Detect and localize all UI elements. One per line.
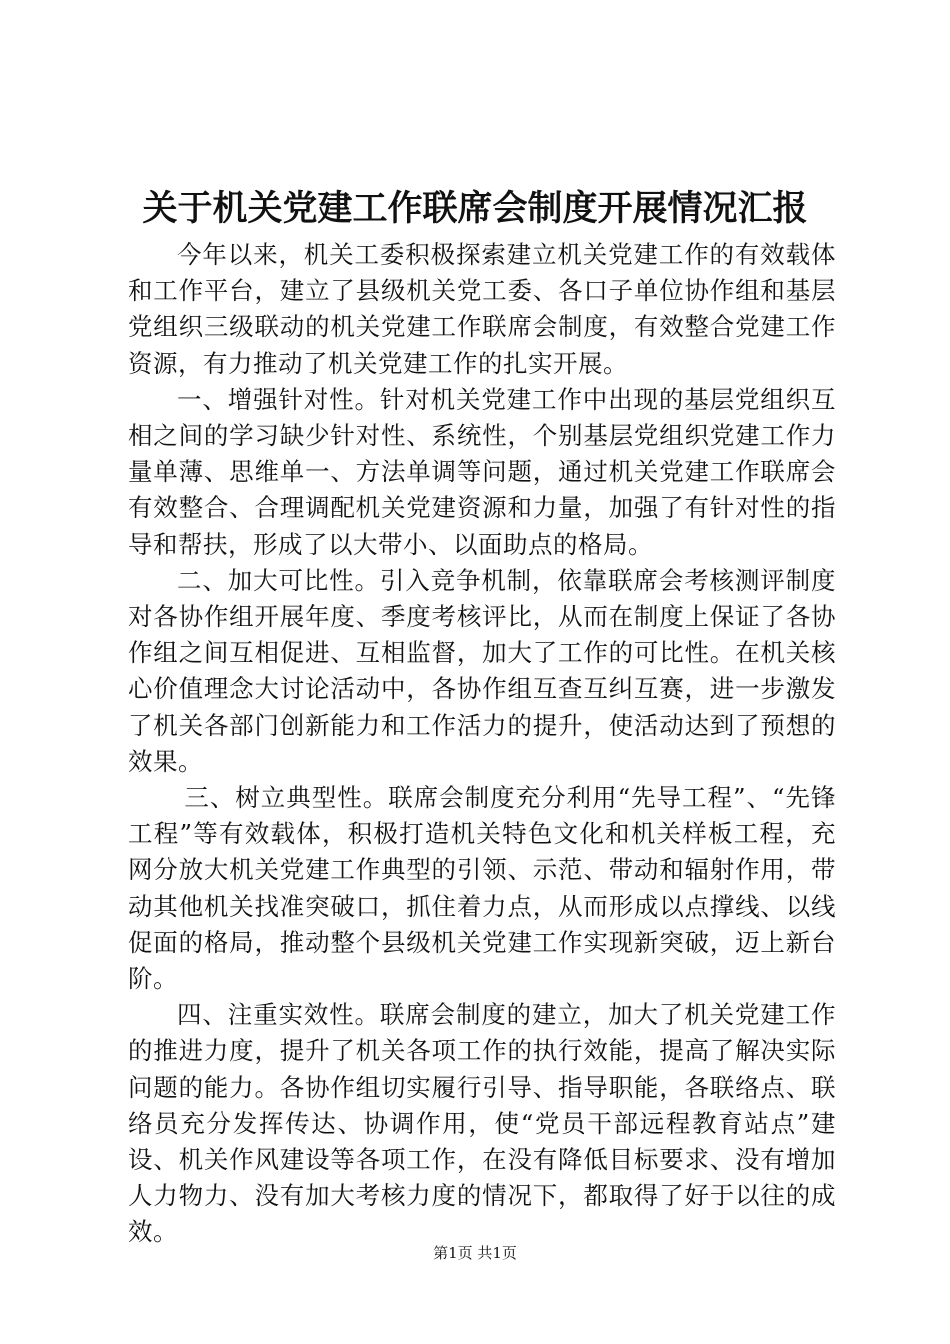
page-footer: 第1页 共1页 [433,1244,517,1262]
document-body [128,237,836,1251]
paragraph-section-3: 三、树立典型性。联席会制度充分利用“先导工程”、“先锋工程”等有效载体，积极打造机关特色文化和机关样板工程，充网分放大机关党建工作典型的引领、示范、带动和辐射作用，带动其他机关找准突破口，抓住着力点，从而形成以点撑线、以线促面的格局，推动整个县级机关党建工作实现新突破，迈上新台阶。 [128,783,836,994]
paragraph-section-4: 四、注重实效性。联席会制度的建立，加大了机关党建工作的推进力度，提升了机关各项工作的执行效能，提高了解决实际问题的能力。各协作组切实履行引导、指导职能，各联络点、联络员充分发挥传达、协调作用，使“党员干部远程教育站点”建设、机关作风建设等各项工作，在没有降低目标要求、没有增加人力物力、没有加大考核力度的情况下，都取得了好于以往的成效。 [128,1000,836,1247]
paragraph-section-1: 一、增强针对性。针对机关党建工作中出现的基层党组织互相之间的学习缺少针对性、系统性，个别基层党组织党建工作力量单薄、思维单一、方法单调等问题，通过机关党建工作联席会有效整合、合理调配机关党建资源和力量，加强了有针对性的指导和帮扶，形成了以大带小、以面助点的格局。 [128,384,836,559]
document-title: 关于机关党建工作联席会制度开展情况汇报 [142,188,808,229]
paragraph-section-2: 二、加大可比性。引入竞争机制，依靠联席会考核测评制度对各协作组开展年度、季度考核评比，从而在制度上保证了各协作组之间互相促进、互相监督，加大了工作的可比性。在机关核心价值理念大讨论活动中，各协作组互查互纠互赛，进一步激发了机关各部门创新能力和工作活力的提升，使活动达到了预想的效果。 [128,565,836,776]
paragraph-intro: 今年以来，机关工委积极探索建立机关党建工作的有效载体和工作平台，建立了县级机关党工委、各口子单位协作组和基层党组织三级联动的机关党建工作联席会制度，有效整合党建工作资源，有力推动了机关党建工作的扎实开展。 [128,240,836,378]
